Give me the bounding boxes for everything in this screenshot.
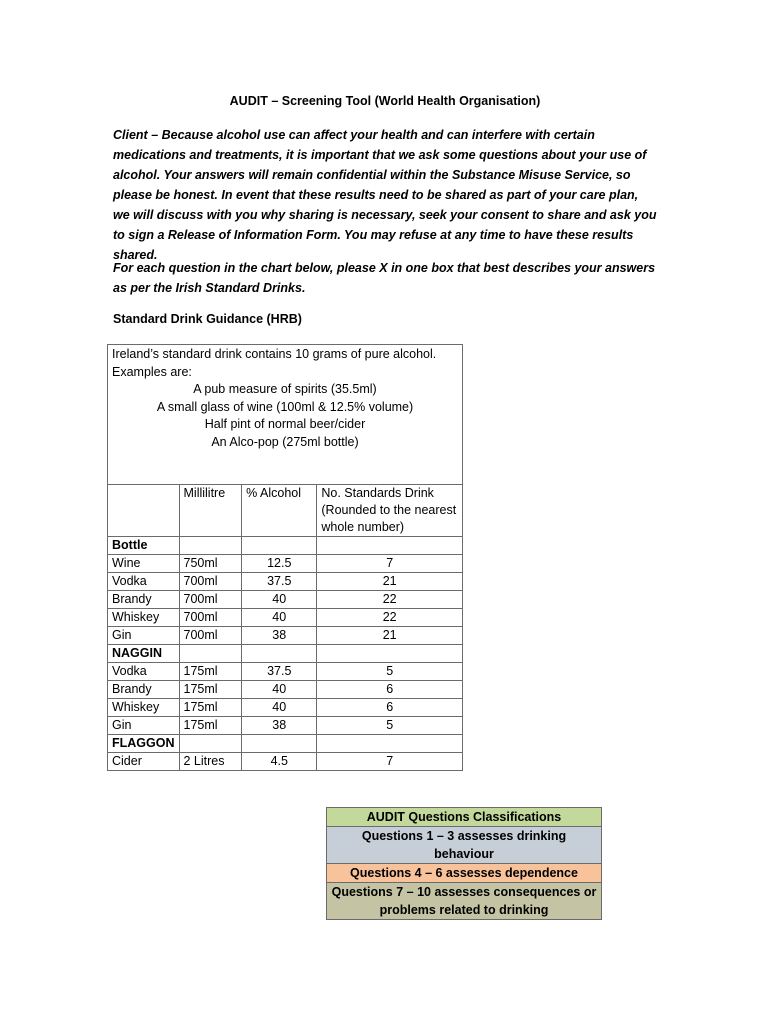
drink-name-cell: Vodka	[108, 573, 180, 591]
table-row	[108, 681, 463, 699]
header-millilitre: Millilitre	[179, 485, 242, 537]
table-row	[108, 555, 463, 573]
table-header-row	[108, 485, 463, 537]
millilitre-cell: 700ml	[179, 627, 242, 645]
standard-drinks-cell: 7	[317, 555, 463, 573]
table-row	[108, 627, 463, 645]
table-row	[108, 573, 463, 591]
table-row	[108, 753, 463, 771]
audit-title-cell: AUDIT Questions Classifications	[327, 808, 602, 827]
drink-name-cell: Whiskey	[108, 609, 180, 627]
guidance-line-2: Examples are:	[112, 364, 192, 379]
standard-drinks-cell: 6	[317, 681, 463, 699]
section-row	[108, 537, 463, 555]
guidance-example: Half pint of normal beer/cider	[204, 417, 366, 431]
guidance-heading: Standard Drink Guidance (HRB)	[113, 312, 302, 326]
header-blank	[108, 485, 180, 537]
millilitre-cell: 2 Litres	[179, 753, 242, 771]
section-empty-cell	[317, 735, 463, 753]
audit-row-consequences: Questions 7 – 10 assesses consequences or problems related to drinking	[327, 883, 602, 920]
table-row	[108, 663, 463, 681]
millilitre-cell: 700ml	[179, 591, 242, 609]
alcohol-percent-cell: 38	[242, 717, 317, 735]
drink-name-cell: Brandy	[108, 591, 180, 609]
section-empty-cell	[242, 645, 317, 663]
table-row	[108, 591, 463, 609]
section-label: NAGGIN	[108, 645, 180, 663]
header-alcohol: % Alcohol	[242, 485, 317, 537]
standard-drinks-cell: 7	[317, 753, 463, 771]
drink-name-cell: Gin	[108, 627, 180, 645]
standard-drinks-cell: 5	[317, 663, 463, 681]
millilitre-cell: 700ml	[179, 573, 242, 591]
section-empty-cell	[242, 735, 317, 753]
section-label: Bottle	[108, 537, 180, 555]
header-standards: No. Standards Drink (Rounded to the nearest whole number)	[317, 485, 463, 537]
alcohol-percent-cell: 40	[242, 591, 317, 609]
audit-row-dependence: Questions 4 – 6 assesses dependence	[327, 864, 602, 883]
millilitre-cell: 175ml	[179, 681, 242, 699]
audit-classifications-table	[326, 807, 602, 920]
millilitre-cell: 175ml	[179, 663, 242, 681]
drink-name-cell: Vodka	[108, 663, 180, 681]
section-empty-cell	[179, 735, 242, 753]
guidance-example: A pub measure of spirits (35.5ml)	[193, 382, 377, 396]
millilitre-cell: 700ml	[179, 609, 242, 627]
guidance-cell	[108, 345, 463, 485]
alcohol-percent-cell: 40	[242, 609, 317, 627]
section-label: FLAGGON	[108, 735, 180, 753]
drink-name-cell: Cider	[108, 753, 180, 771]
alcohol-percent-cell: 12.5	[242, 555, 317, 573]
standard-drinks-cell: 6	[317, 699, 463, 717]
section-row	[108, 735, 463, 753]
section-empty-cell	[317, 645, 463, 663]
millilitre-cell: 750ml	[179, 555, 242, 573]
standard-drinks-cell: 21	[317, 627, 463, 645]
drink-name-cell: Brandy	[108, 681, 180, 699]
drink-name-cell: Wine	[108, 555, 180, 573]
guidance-example: An Alco-pop (275ml bottle)	[211, 434, 359, 449]
alcohol-percent-cell: 37.5	[242, 663, 317, 681]
instruction-paragraph: For each question in the chart below, please X in one box that best describes your answers as per the Irish Standard Drinks.	[113, 261, 656, 295]
alcohol-percent-cell: 40	[242, 681, 317, 699]
guidance-line-1: Ireland’s standard drink contains 10 grams of pure alcohol.	[112, 347, 437, 361]
alcohol-percent-cell: 38	[242, 627, 317, 645]
audit-row-behaviour: Questions 1 – 3 assesses drinking behaviour	[327, 827, 602, 864]
section-empty-cell	[242, 537, 317, 555]
section-row	[108, 645, 463, 663]
document-title: AUDIT – Screening Tool (World Health Organisation)	[229, 94, 541, 108]
guidance-example: A small glass of wine (100ml & 12.5% volume)	[156, 399, 414, 414]
standard-drinks-cell: 5	[317, 717, 463, 735]
drink-name-cell: Gin	[108, 717, 180, 735]
standard-drinks-cell: 22	[317, 591, 463, 609]
drink-name-cell: Whiskey	[108, 699, 180, 717]
millilitre-cell: 175ml	[179, 717, 242, 735]
alcohol-percent-cell: 4.5	[242, 753, 317, 771]
section-empty-cell	[179, 645, 242, 663]
alcohol-percent-cell: 40	[242, 699, 317, 717]
standard-drinks-cell: 21	[317, 573, 463, 591]
client-intro-paragraph: Client – Because alcohol use can affect your health and can interfere with certain medications and treatments, it is important that we ask some questions about your use of alcohol. Your answers will remain confidential within the Substance Misuse Service, so please be honest. In event that these results need to be shared as part of your care plan, we will discuss with you why sharing is necessary, seek your consent to share and ask you to sign a Release of Information Form. You may refuse at any time to have these results shared.	[113, 128, 657, 262]
section-empty-cell	[179, 537, 242, 555]
standard-drinks-table	[107, 344, 463, 771]
table-row	[108, 699, 463, 717]
table-row	[108, 609, 463, 627]
guidance-row	[108, 345, 463, 485]
section-empty-cell	[317, 537, 463, 555]
millilitre-cell: 175ml	[179, 699, 242, 717]
alcohol-percent-cell: 37.5	[242, 573, 317, 591]
standard-drinks-cell: 22	[317, 609, 463, 627]
table-row	[108, 717, 463, 735]
